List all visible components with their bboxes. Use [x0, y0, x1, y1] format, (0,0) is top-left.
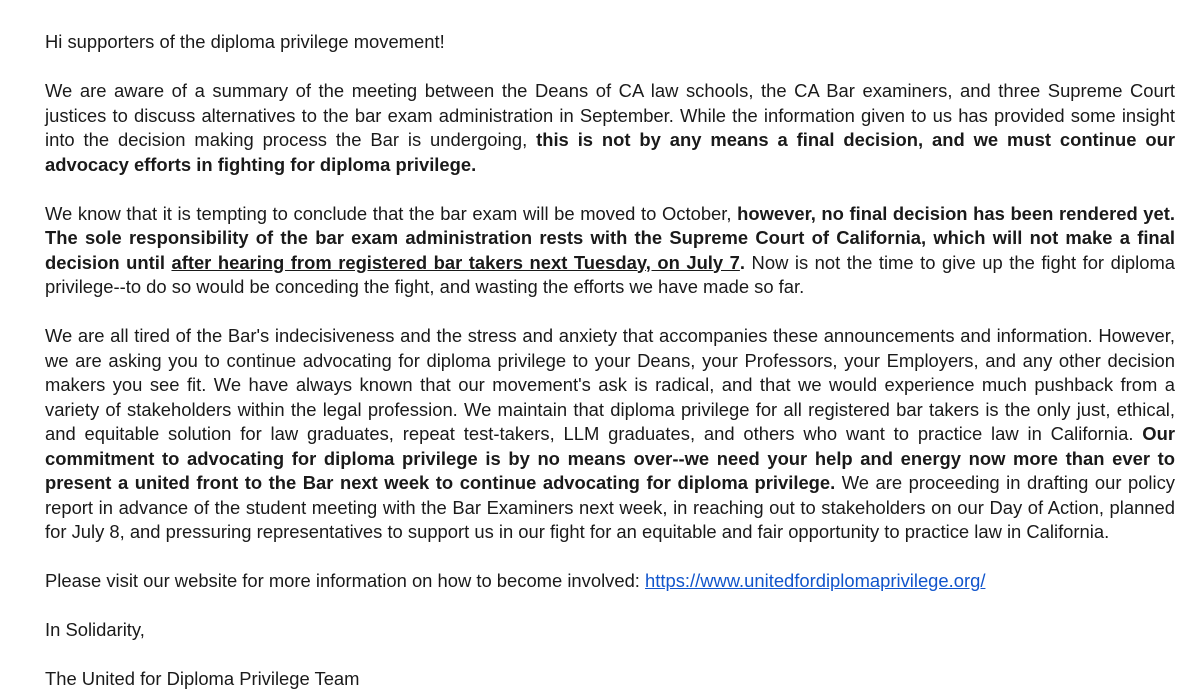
paragraph-text: Please visit our website for more information on how to become involved: [45, 570, 646, 591]
email-body [45, 30, 1175, 692]
paragraph-text-end: Now is not the time to give up the fight for diploma privilege--to do so would be conceding the fight, and wasting the efforts we have made so far. [45, 251, 1175, 297]
emphasis-text: this is not by any means a final decision, and we must continue our advocacy efforts in fighting for diploma privilege. [45, 129, 1176, 175]
website-link[interactable]: https://www.unitedfordiplomaprivilege.org/ [645, 570, 986, 591]
emphasis-period: . [739, 251, 746, 273]
emphasis-main: however, no final decision has been rendered yet. The sole responsibility of the bar exam administration rests with the Supreme Court of California, which will not make a final decision until [45, 202, 1175, 273]
paragraph-text: We are aware of a summary of the meeting between the Deans of CA law schools, the CA Bar examiners, and three Supreme Court justices to discuss alternatives to the bar exam administration in September. While the information given to us has provided some insight into the decision making process the Bar is undergoing, [45, 80, 1175, 150]
paragraph-text: We are all tired of the Bar's indecisiveness and the stress and anxiety that accompanies these announcements and information. However, we are asking you to continue advocating for diploma privilege to your Deans, your Professors, your Employers, and any other decision makers you see fit. We have always known that our movement's ask is radical, and that we would experience much pushback from a variety of stakeholders within the legal profession. We maintain that diploma privilege for all registered bar takers is the only just, ethical, and equitable solution for law graduates, repeat test-takers, LLM graduates, and others who want to practice law in California. [45, 325, 1175, 444]
emphasis-text: Our commitment to advocating for diploma privilege is by no means over--we need your help and energy now more than ever to present a united front to the Bar next week to continue advocating for diploma privilege. [45, 423, 1175, 493]
paragraph-no-final-decision [45, 202, 1175, 300]
paragraph-text-end: We are proceeding in drafting our policy report in advance of the student meeting with the Bar Examiners next week, in reaching out to stakeholders on our Day of Action, planned for July 8, and pressuring representatives to support us in our fight for an equitable and fair opportunity to practice law in California. [45, 472, 1175, 542]
paragraph-website [45, 569, 1175, 594]
emphasis-underlined: after hearing from registered bar takers next Tuesday, on July 7 [171, 251, 740, 273]
greeting: Hi supporters of the diploma privilege movement! [45, 31, 445, 52]
paragraph-text: We know that it is tempting to conclude that the bar exam will be moved to October, [45, 202, 738, 224]
paragraph-meeting-summary [45, 79, 1175, 177]
closing: In Solidarity, [45, 619, 145, 640]
signature: The United for Diploma Privilege Team [45, 668, 360, 689]
paragraph-continue-advocating [45, 324, 1175, 545]
